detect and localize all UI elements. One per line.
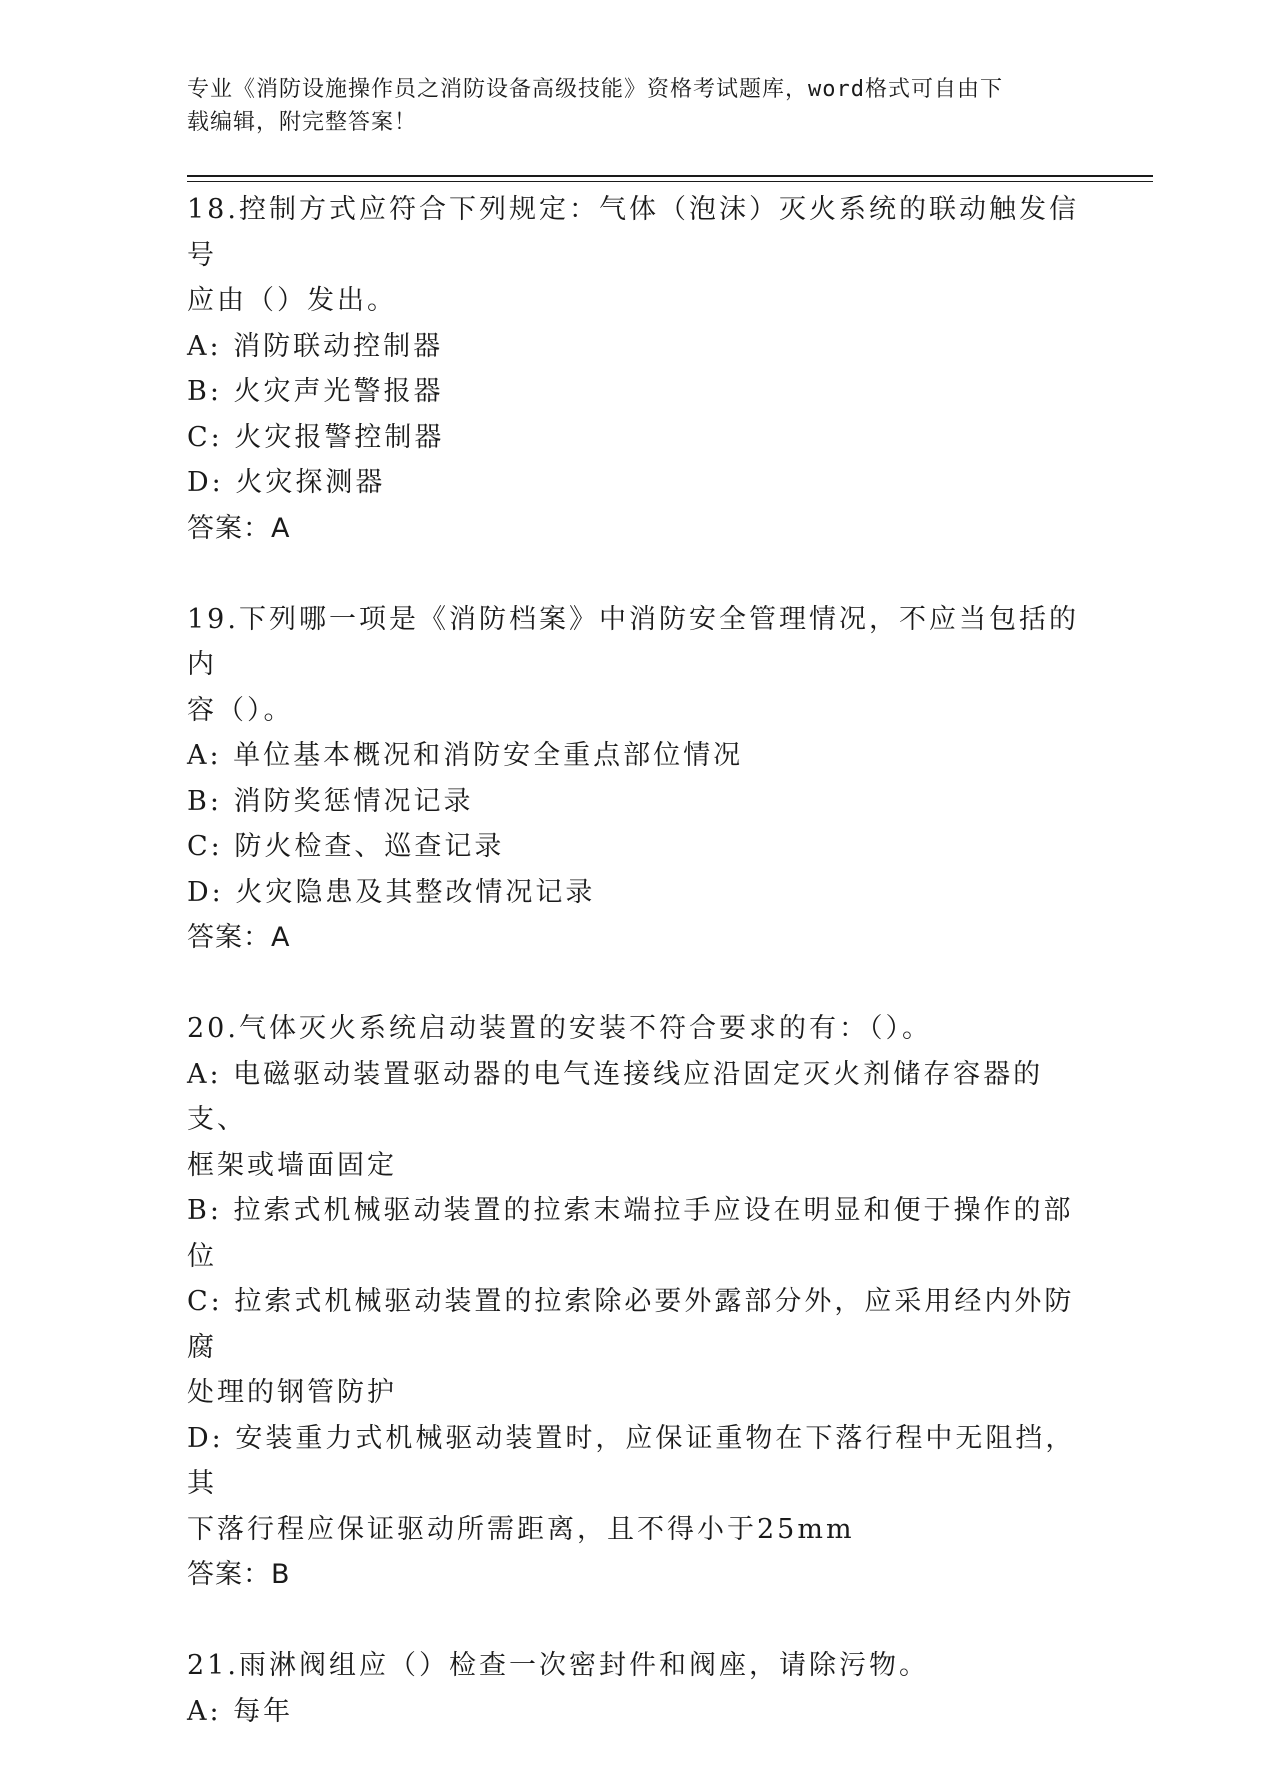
- question-stem: 20.气体灭火系统启动装置的安装不符合要求的有：（）。: [187, 1013, 932, 1044]
- option-a: A: 电磁驱动装置驱动器的电气连接线应沿固定灭火剂储存容器的支、: [187, 1058, 1044, 1135]
- option-b: B: 消防奖惩情况记录: [187, 785, 474, 817]
- question-19: [187, 597, 1087, 961]
- question-stem: 18.控制方式应符合下列规定：气体（泡沫）灭火系统的联动触发信号: [187, 194, 1079, 271]
- option-c: C: 防火检查、巡查记录: [187, 831, 505, 862]
- option-d-continued: 下落行程应保证驱动所需距离，且不得小于25mm: [187, 1513, 855, 1545]
- answer-line: 答案：B: [187, 1559, 291, 1590]
- document-header: [187, 73, 1087, 139]
- answer-line: 答案：A: [187, 512, 291, 544]
- question-list: [187, 187, 1087, 1780]
- option-d: D: 安装重力式机械驱动装置时，应保证重物在下落行程中无阻挡，其: [187, 1422, 1076, 1499]
- header-divider-thin: [187, 181, 1153, 182]
- option-a: A: 每年: [187, 1695, 294, 1727]
- option-a-continued: 框架或墙面固定: [187, 1149, 397, 1181]
- header-line-1: 专业《消防设施操作员之消防设备高级技能》资格考试题库，word格式可自由下: [187, 77, 1003, 102]
- question-20: [187, 1006, 1087, 1598]
- question-21: [187, 1643, 1087, 1734]
- question-stem: 19.下列哪一项是《消防档案》中消防安全管理情况，不应当包括的内: [187, 603, 1079, 680]
- option-d: D: 火灾探测器: [187, 467, 386, 498]
- option-a: A: 单位基本概况和消防安全重点部位情况: [187, 740, 744, 771]
- question-18: [187, 187, 1087, 551]
- option-b: B: 火灾声光警报器: [187, 376, 444, 407]
- question-stem-continued: 应由（）发出。: [187, 285, 397, 316]
- option-d: D: 火灾隐患及其整改情况记录: [187, 876, 596, 908]
- question-stem: 21.雨淋阀组应（）检查一次密封件和阀座，请除污物。: [187, 1650, 929, 1681]
- header-line-2: 载编辑，附完整答案！: [187, 110, 418, 135]
- option-c-continued: 处理的钢管防护: [187, 1377, 397, 1408]
- option-b: B: 拉索式机械驱动装置的拉索末端拉手应设在明显和便于操作的部位: [187, 1195, 1074, 1272]
- answer-line: 答案：A: [187, 922, 291, 953]
- option-a: A: 消防联动控制器: [187, 330, 444, 362]
- option-c: C: 火灾报警控制器: [187, 421, 445, 453]
- question-stem-continued: 容（）。: [187, 694, 294, 726]
- header-divider-thick: [187, 175, 1153, 177]
- option-c: C: 拉索式机械驱动装置的拉索除必要外露部分外，应采用经内外防腐: [187, 1286, 1075, 1363]
